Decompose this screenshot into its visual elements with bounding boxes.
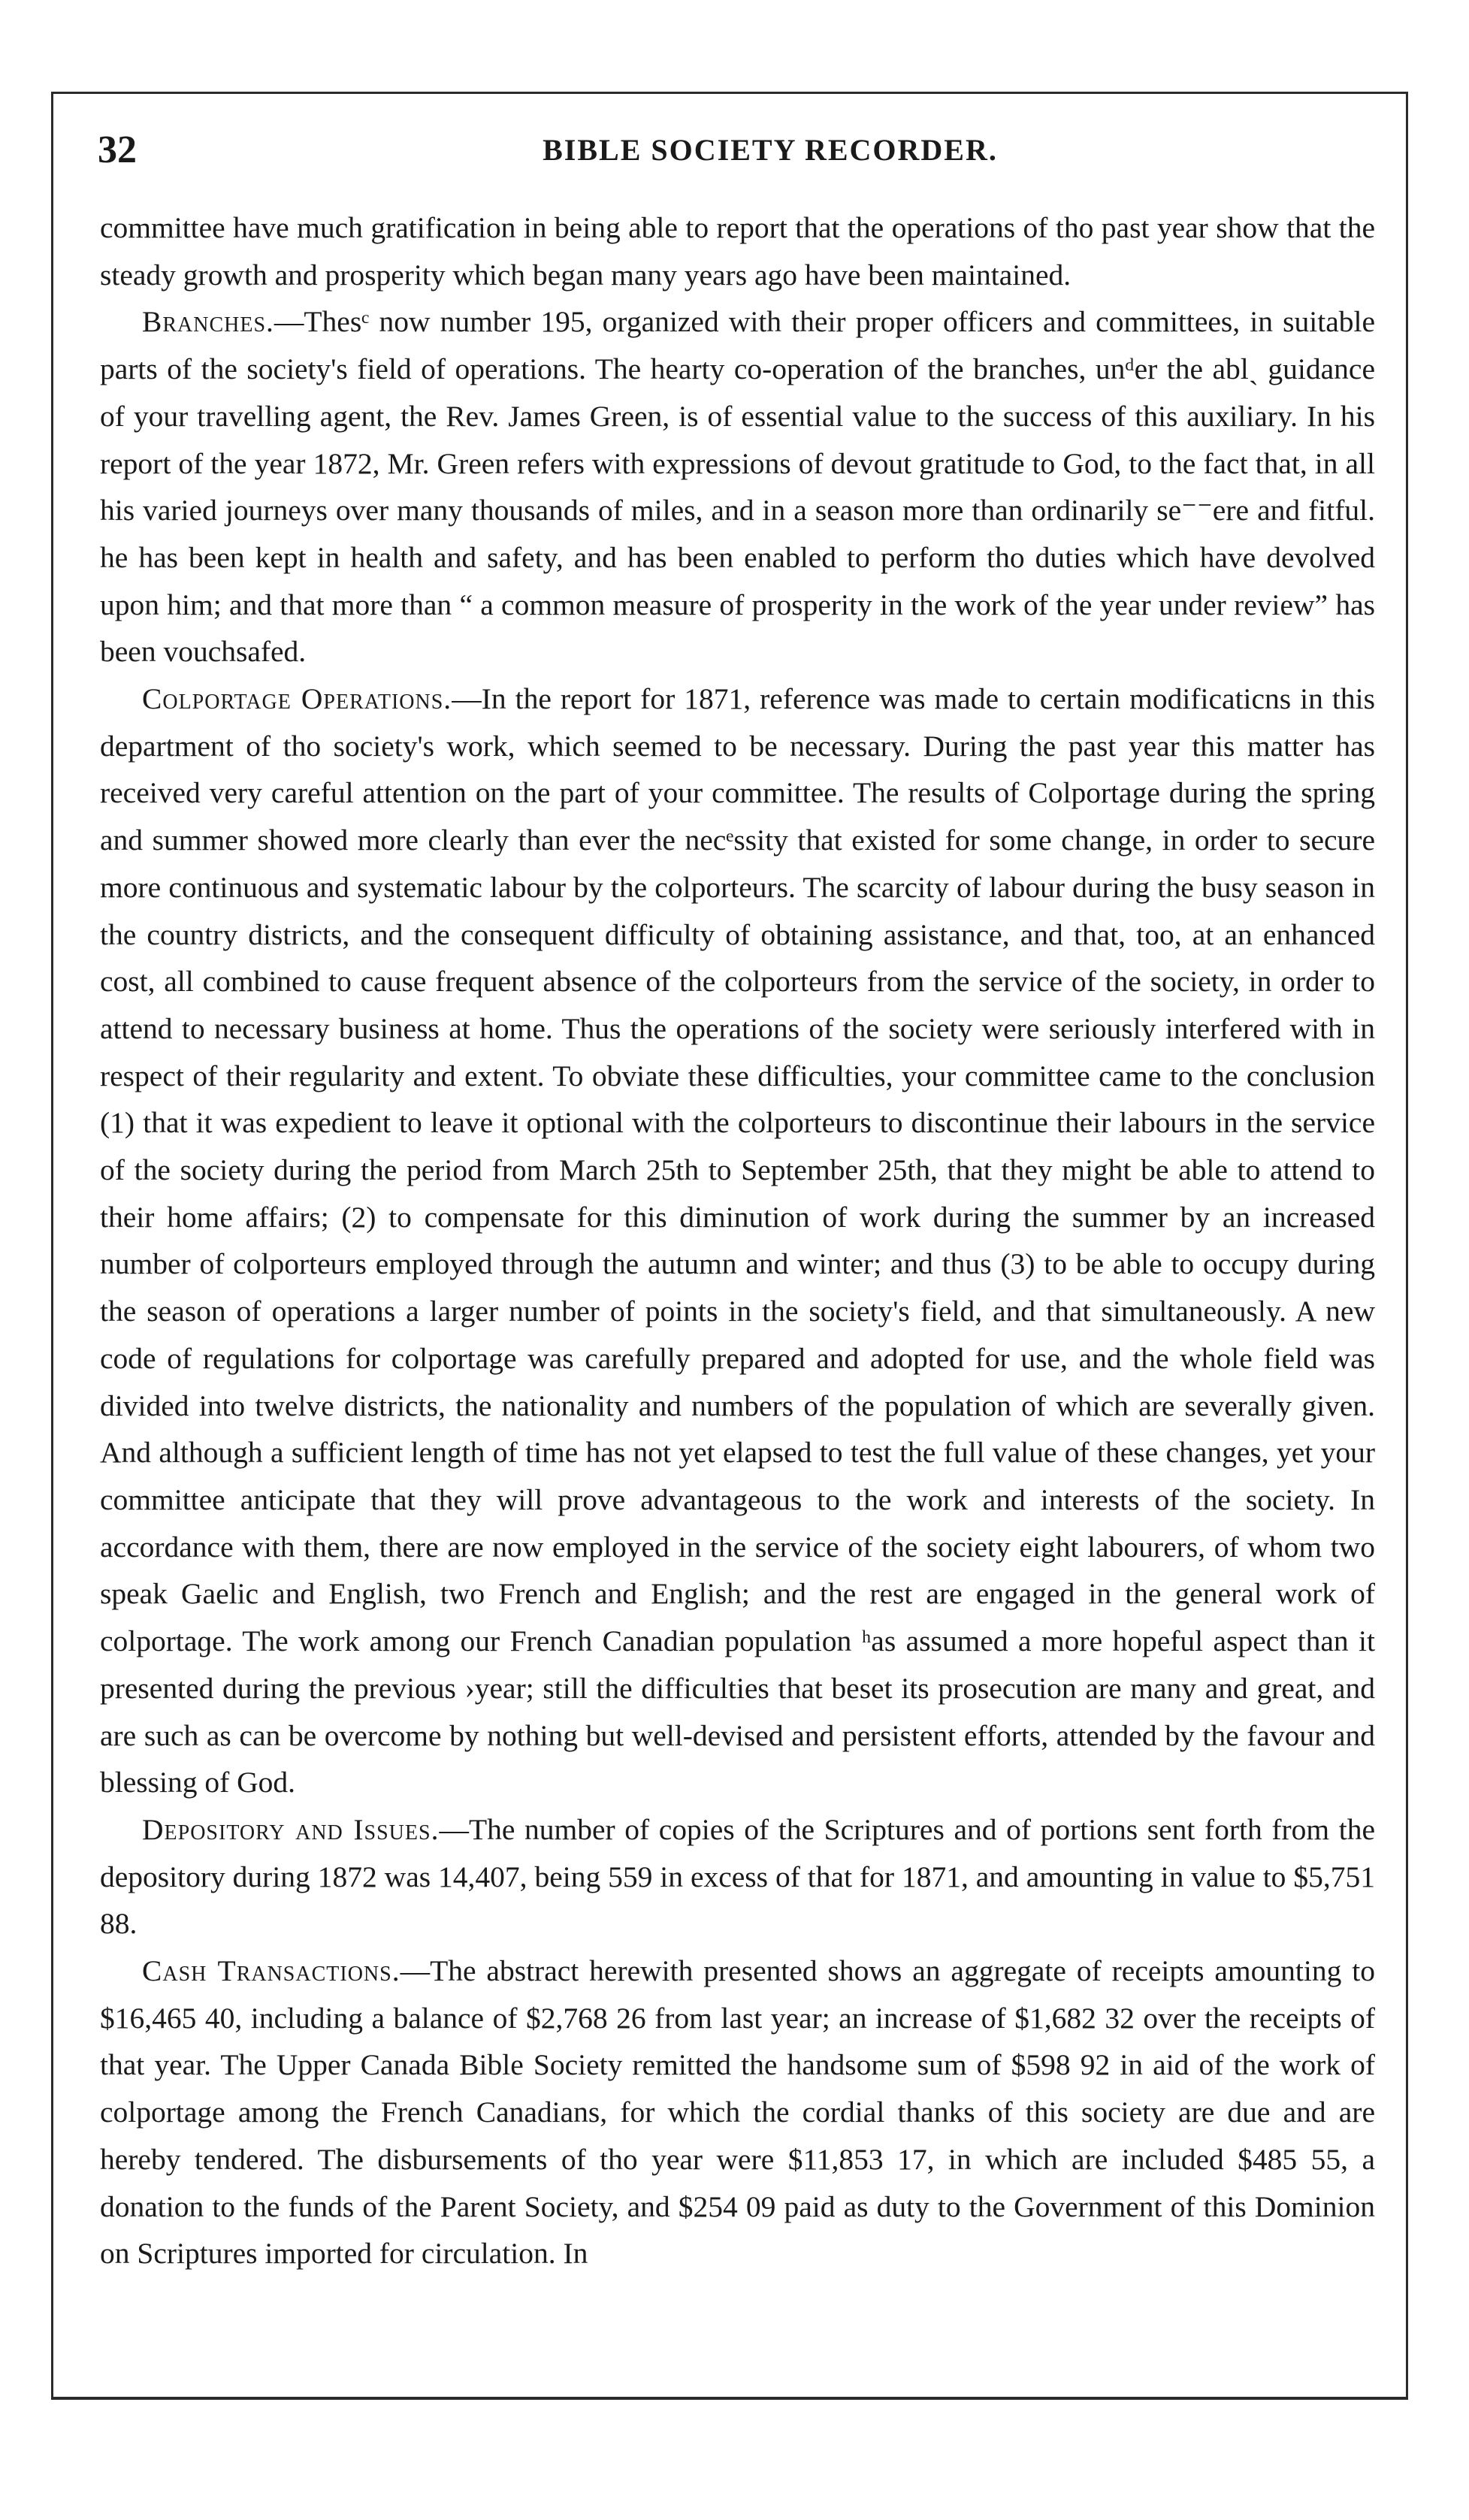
paragraph-cash xyxy=(100,1947,1375,2277)
page-number: 32 xyxy=(98,128,137,171)
running-title: BIBLE SOCIETY RECORDER. xyxy=(543,133,998,167)
section-heading-colportage: Colportage Operations. xyxy=(142,682,452,716)
paragraph-text: —The abstract herewith presented shows an aggregate of receipts amounting to $16,465 40, including a balance of $2,768 26 from last year; an increase of $1,682 32 over the receipts of that year. The Upper Canada Bible Society remitted the handsome sum of $598 92 in aid of the work of colportage among the French Canadians, for which the cordial thanks of this society are due and are hereby tendered. The disbursements of tho year were $11,853 17, in which are included $485 55, a donation to the funds of the Parent Society, and $254 09 paid as duty to the Government of this Dominion on Scriptures imported for circulation. In xyxy=(100,1954,1375,2271)
paragraph-continuation xyxy=(100,204,1375,298)
paragraph-text: committee have much gratification in being able to report that the operations of tho past year show that the steady growth and prosperity which began many years ago have been maintained. xyxy=(100,211,1375,292)
paragraph-depository xyxy=(100,1806,1375,1947)
section-heading-cash: Cash Transactions. xyxy=(142,1954,400,1988)
paragraph-colportage xyxy=(100,675,1375,1806)
paragraph-text: —In the report for 1871, reference was made to certain modificaticns in this department of tho society's work, which seemed to be necessary. During the past year this matter has received very careful attention on the part of your committee. The results of Colportage during the spring and summer showed more clearly than ever the necᵉssity that existed for some change, in order to secure more continuous and systematic labour by the colporteurs. The scarcity of labour during the busy season in the country districts, and the consequent difficulty of obtaining assistance, and that, too, at an enhanced cost, all combined to cause frequent absence of the colporteurs from the service of the society, in order to attend to necessary business at home. Thus the operations of the society were seriously interfered with in respect of their regularity and extent. To obviate these difficulties, your committee came to the conclusion (1) that it was expedient to leave it optional with the colporteurs to discontinue their labours in the service of the society during the period from March 25th to September 25th, that they might be able to attend to their home affairs; (2) to compensate for this diminution of work during the summer by an increased number of colporteurs employed through the autumn and winter; and thus (3) to be able to occupy during the season of operations a larger number of points in the society's field, and that simultaneously. A new code of reɡulations for colportage was carefully prepared and adopted for use, and the whole field was divided into twelve districts, the nationality and numbers of the population of which are severally given. And although a sufficient length of time has not yet elapsed to test the full value of these changes, yet your committee anticipate that they will prove advantageous to the work and interests of the society. In accordance with them, there are now employed in the service of the society eight labourers, of whom two speak Gaelic and English, two French and English; and the rest are engaged in the general work of colportaɡe. The work among our French Canadian population ʰas assumed a more hopeful aspect than it presented during the previous ›year; still the difficulties that beset its prosecution are many and great, and are such as can be overcome by nothing but well-devised and persistent efforts, attended by the favour and blessing of God. xyxy=(100,682,1375,1799)
bottom-rule xyxy=(51,2397,1408,2400)
paragraph-text: —Thesᶜ now number 195, organized with their proper officers and committees, in suitable parts of the society's field of operations. The hearty co-operation of the branches, unᵈer the ablˏ guidance of your travelling agent, the Rev. James Green, is of essential value to the success of this auxiliary. In his report of the year 1872, Mr. Green refers with expressions of devout gratitude to God, to the fact that, in all his varied journeys over many thousands of miles, and in a season more than ordinarily se⁻⁻ere and fitful. he has been kept in health and safety, and has been enabled to perform tho duties which have devolved upon him; and that more than “ a common measure of prosperity in the work of the year under review” has been vouchsafed. xyxy=(100,305,1375,669)
body-text xyxy=(100,204,1375,2368)
page-header xyxy=(98,128,1375,180)
section-heading-depository: Depository and Issues. xyxy=(142,1812,440,1846)
paragraph-branches xyxy=(100,298,1375,675)
paragraph-text: —The number of copies of the Scriptures and of portions sent forth from the depository during 1872 was 14,407, being 559 in excess of that for 1871, and amounting in value to $5,751 88. xyxy=(100,1812,1375,1941)
section-heading-branches: Branches. xyxy=(142,305,274,339)
